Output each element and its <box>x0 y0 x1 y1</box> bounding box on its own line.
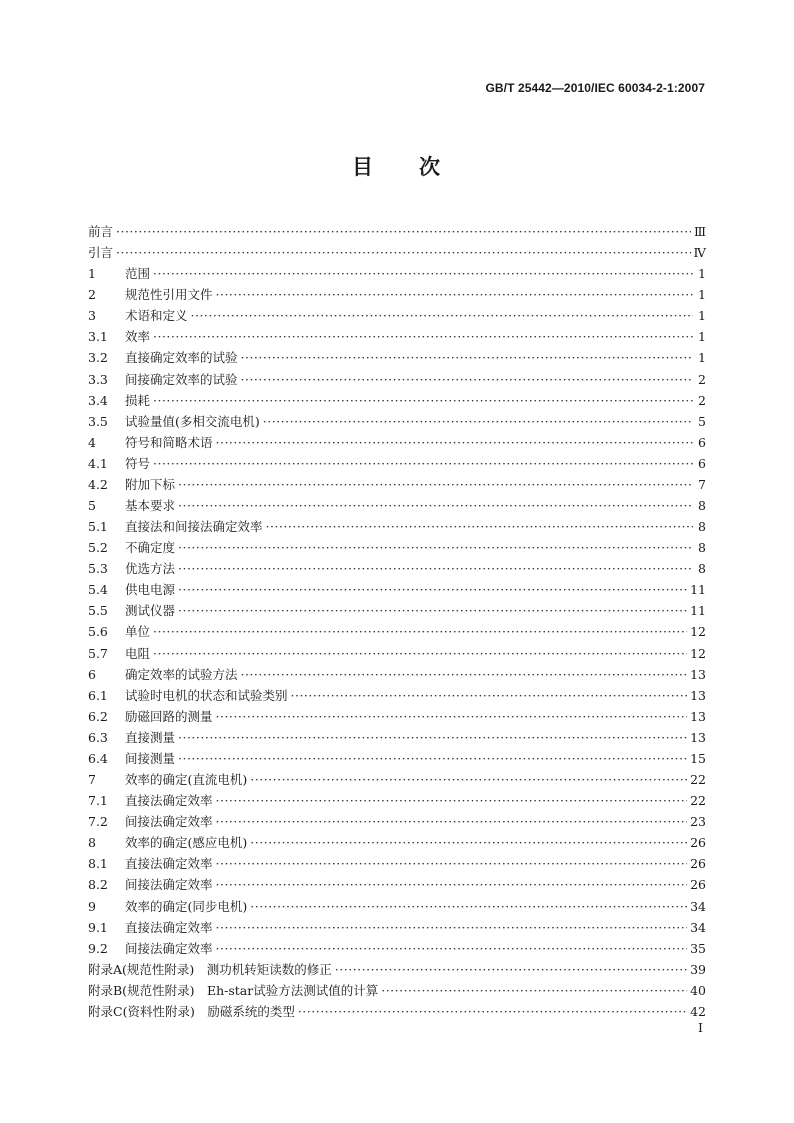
toc-entry-page: Ⅲ <box>693 224 706 239</box>
toc-entry-number: 1 <box>88 266 96 282</box>
toc-entry-label: 效率的确定(同步电机) <box>125 898 248 914</box>
toc-dot-leader <box>191 305 693 326</box>
toc-dot-leader <box>250 769 687 790</box>
toc-entry[interactable] <box>88 369 706 390</box>
page-title <box>0 151 794 181</box>
toc-dot-leader <box>153 326 693 347</box>
toc-entry-page: Ⅳ <box>693 245 706 261</box>
toc-dot-leader <box>250 832 687 853</box>
toc-entry-page: 22 <box>690 793 706 809</box>
toc-entry-label: 优选方法 <box>125 561 176 577</box>
toc-entry[interactable] <box>88 516 706 537</box>
toc-entry[interactable] <box>88 769 706 790</box>
toc-entry-number: 5.1 <box>88 519 108 535</box>
page-title-char-2: 次 <box>419 154 442 179</box>
toc-dot-leader <box>216 874 688 895</box>
toc-entry-page: 11 <box>690 582 706 598</box>
toc-entry[interactable] <box>88 242 706 263</box>
toc-entry-label: 规范性引用文件 <box>125 287 213 303</box>
toc-entry[interactable] <box>88 917 706 938</box>
toc-dot-leader <box>178 558 693 579</box>
toc-dot-leader <box>178 474 693 495</box>
toc-entry[interactable] <box>88 495 706 516</box>
toc-entry-label: 电阻 <box>125 645 151 661</box>
toc-entry[interactable] <box>88 284 706 305</box>
toc-entry[interactable] <box>88 980 706 1001</box>
toc-entry[interactable] <box>88 474 706 495</box>
toc-entry-number: 8.1 <box>88 856 108 872</box>
toc-entry-number: 3.4 <box>88 392 108 408</box>
toc-entry-page: 13 <box>690 708 706 724</box>
toc-entry[interactable] <box>88 326 706 347</box>
toc-entry[interactable] <box>88 221 706 242</box>
toc-dot-leader <box>153 453 693 474</box>
toc-entry-page: 8 <box>698 561 706 577</box>
toc-entry-number: 5.6 <box>88 624 108 640</box>
toc-entry-page: 7 <box>698 476 706 492</box>
toc-dot-leader <box>178 537 693 558</box>
toc-dot-leader <box>216 432 693 453</box>
toc-entry-number: 3.5 <box>88 413 108 429</box>
toc-entry-number: 3.3 <box>88 371 108 387</box>
toc-dot-leader <box>216 706 688 727</box>
toc-entry-number: 3.1 <box>88 329 108 345</box>
toc-entry[interactable] <box>88 938 706 959</box>
toc-entry-number: 4 <box>88 434 96 450</box>
toc-dot-leader <box>216 917 688 938</box>
toc-entry-page: 40 <box>690 982 706 998</box>
toc-entry-label: 确定效率的试验方法 <box>125 666 238 682</box>
toc-dot-leader <box>250 896 687 917</box>
toc-entry[interactable] <box>88 579 706 600</box>
table-of-contents <box>88 221 706 1022</box>
toc-entry[interactable] <box>88 685 706 706</box>
toc-entry[interactable] <box>88 453 706 474</box>
toc-entry-label: 符号 <box>125 455 151 471</box>
toc-dot-leader <box>116 242 690 263</box>
toc-entry[interactable] <box>88 896 706 917</box>
toc-entry-page: 13 <box>690 666 706 682</box>
toc-dot-leader <box>116 221 691 242</box>
toc-entry-number: 5.3 <box>88 561 108 577</box>
toc-entry[interactable] <box>88 1001 706 1022</box>
toc-entry-page: 35 <box>690 940 706 956</box>
toc-entry-label: 直接法确定效率 <box>125 793 213 809</box>
toc-entry-page: 42 <box>690 1003 706 1019</box>
toc-entry[interactable] <box>88 706 706 727</box>
toc-dot-leader <box>153 621 687 642</box>
toc-entry-number: 5.2 <box>88 540 108 556</box>
toc-entry[interactable] <box>88 643 706 664</box>
toc-entry[interactable] <box>88 621 706 642</box>
toc-dot-leader <box>291 685 688 706</box>
toc-entry-number: 4.1 <box>88 455 108 471</box>
toc-entry-page: 1 <box>698 308 706 324</box>
toc-entry-label: 直接法和间接法确定效率 <box>125 519 263 535</box>
toc-entry-label: 单位 <box>125 624 151 640</box>
toc-dot-leader <box>153 643 687 664</box>
toc-entry-label: 间接法确定效率 <box>125 814 213 830</box>
toc-entry-label: 效率 <box>125 329 151 345</box>
toc-entry-label: 附录C(资料性附录) 励磁系统的类型 <box>88 1003 295 1019</box>
toc-entry-page: 39 <box>690 961 706 977</box>
toc-dot-leader <box>241 347 693 368</box>
toc-dot-leader <box>266 516 693 537</box>
toc-entry-number: 8 <box>88 835 96 851</box>
toc-entry-label: 引言 <box>88 245 114 261</box>
toc-entry-number: 9.2 <box>88 940 108 956</box>
page-title-char-1: 目 <box>352 154 375 179</box>
toc-entry-page: 15 <box>690 750 706 766</box>
toc-entry-number: 5.4 <box>88 582 108 598</box>
toc-entry[interactable] <box>88 790 706 811</box>
toc-entry-label: 效率的确定(直流电机) <box>125 772 248 788</box>
toc-entry-page: 2 <box>698 371 706 387</box>
toc-entry[interactable] <box>88 600 706 621</box>
toc-entry-label: 范围 <box>125 266 151 282</box>
toc-entry-page: 26 <box>690 877 706 893</box>
toc-entry-label: 间接确定效率的试验 <box>125 371 238 387</box>
toc-entry-page: 11 <box>690 603 706 619</box>
toc-entry-page: 34 <box>690 919 706 935</box>
toc-dot-leader <box>216 853 688 874</box>
toc-entry-number: 7.1 <box>88 793 108 809</box>
toc-dot-leader <box>241 664 688 685</box>
toc-entry[interactable] <box>88 664 706 685</box>
toc-entry-page: 5 <box>698 413 706 429</box>
toc-entry[interactable] <box>88 874 706 895</box>
toc-entry-number: 8.2 <box>88 877 108 893</box>
toc-dot-leader <box>153 263 693 284</box>
toc-entry-number: 6.4 <box>88 750 108 766</box>
toc-entry-label: 附录A(规范性附录) 测功机转矩读数的修正 <box>88 961 332 977</box>
toc-entry[interactable] <box>88 390 706 411</box>
toc-entry-label: 励磁回路的测量 <box>125 708 213 724</box>
toc-entry-label: 附加下标 <box>125 476 176 492</box>
toc-entry-page: 12 <box>690 624 706 640</box>
toc-entry-page: 22 <box>690 772 706 788</box>
toc-entry[interactable] <box>88 305 706 326</box>
toc-entry-label: 试验时电机的状态和试验类别 <box>125 687 288 703</box>
toc-entry-page: 12 <box>690 645 706 661</box>
toc-entry[interactable] <box>88 853 706 874</box>
toc-entry-page: 8 <box>698 540 706 556</box>
toc-entry-page: 34 <box>690 898 706 914</box>
toc-entry-number: 7 <box>88 772 96 788</box>
toc-dot-leader <box>178 600 687 621</box>
toc-entry-label: 直接法确定效率 <box>125 856 213 872</box>
toc-entry-number: 3.2 <box>88 350 108 366</box>
toc-entry[interactable] <box>88 748 706 769</box>
toc-entry-page: 1 <box>698 287 706 303</box>
toc-entry-page: 13 <box>690 729 706 745</box>
toc-entry-number: 5.5 <box>88 603 108 619</box>
toc-dot-leader <box>241 369 693 390</box>
toc-entry[interactable] <box>88 537 706 558</box>
toc-entry-label: 效率的确定(感应电机) <box>125 835 248 851</box>
toc-entry[interactable] <box>88 263 706 284</box>
toc-entry-page: 1 <box>698 329 706 345</box>
toc-entry-page: 26 <box>690 856 706 872</box>
toc-entry-label: 间接法确定效率 <box>125 940 213 956</box>
toc-entry-label: 间接测量 <box>125 750 176 766</box>
toc-entry[interactable] <box>88 959 706 980</box>
toc-entry-label: 损耗 <box>125 392 151 408</box>
toc-entry-label: 基本要求 <box>125 498 176 514</box>
toc-entry-number: 9.1 <box>88 919 108 935</box>
toc-entry-number: 4.2 <box>88 476 108 492</box>
toc-entry-page: 8 <box>698 519 706 535</box>
toc-entry[interactable] <box>88 432 706 453</box>
toc-entry-page: 26 <box>690 835 706 851</box>
toc-entry-label: 测试仪器 <box>125 603 176 619</box>
toc-entry-number: 3 <box>88 308 96 324</box>
toc-dot-leader <box>178 579 687 600</box>
toc-dot-leader <box>178 495 693 516</box>
toc-entry-page: 1 <box>698 266 706 282</box>
toc-dot-leader <box>153 390 693 411</box>
toc-entry-label: 试验量值(多相交流电机) <box>125 413 260 429</box>
toc-dot-leader <box>298 1001 687 1022</box>
toc-entry-label: 前言 <box>88 224 114 239</box>
toc-entry-label: 直接确定效率的试验 <box>125 350 238 366</box>
toc-entry-number: 6.1 <box>88 687 108 703</box>
toc-entry[interactable] <box>88 347 706 368</box>
toc-entry-page: 1 <box>698 350 706 366</box>
toc-entry[interactable] <box>88 811 706 832</box>
toc-entry-page: 2 <box>698 392 706 408</box>
toc-entry-number: 6 <box>88 666 96 682</box>
toc-entry[interactable] <box>88 558 706 579</box>
toc-entry-number: 7.2 <box>88 814 108 830</box>
toc-dot-leader <box>263 411 693 432</box>
toc-entry-label: 附录B(规范性附录) Eh-star试验方法测试值的计算 <box>88 982 379 998</box>
toc-dot-leader <box>335 959 687 980</box>
toc-entry-label: 直接测量 <box>125 729 176 745</box>
toc-entry-label: 直接法确定效率 <box>125 919 213 935</box>
toc-entry-number: 5 <box>88 498 96 514</box>
toc-entry-label: 符号和简略术语 <box>125 434 213 450</box>
toc-entry-number: 6.2 <box>88 708 108 724</box>
toc-entry-page: 6 <box>698 455 706 471</box>
toc-entry-page: 23 <box>690 814 706 830</box>
page-number: I <box>698 1020 703 1035</box>
toc-entry-label: 不确定度 <box>125 540 176 556</box>
toc-entry-label: 间接法确定效率 <box>125 877 213 893</box>
toc-dot-leader <box>216 790 688 811</box>
toc-entry-number: 2 <box>88 287 96 303</box>
toc-entry-number: 5.7 <box>88 645 108 661</box>
toc-entry-label: 供电电源 <box>125 582 176 598</box>
toc-dot-leader <box>381 980 687 1001</box>
toc-entry-page: 6 <box>698 434 706 450</box>
toc-dot-leader <box>178 748 687 769</box>
standard-number-header: GB/T 25442—2010/IEC 60034-2-1:2007 <box>485 81 705 95</box>
toc-entry-number: 6.3 <box>88 729 108 745</box>
toc-dot-leader <box>178 727 687 748</box>
toc-entry[interactable] <box>88 832 706 853</box>
toc-entry-page: 8 <box>698 498 706 514</box>
toc-dot-leader <box>216 284 693 305</box>
toc-dot-leader <box>216 938 688 959</box>
toc-entry-label: 术语和定义 <box>125 308 188 324</box>
toc-entry-number: 9 <box>88 898 96 914</box>
toc-dot-leader <box>216 811 688 832</box>
toc-entry-page: 13 <box>690 687 706 703</box>
toc-entry[interactable] <box>88 411 706 432</box>
toc-entry[interactable] <box>88 727 706 748</box>
